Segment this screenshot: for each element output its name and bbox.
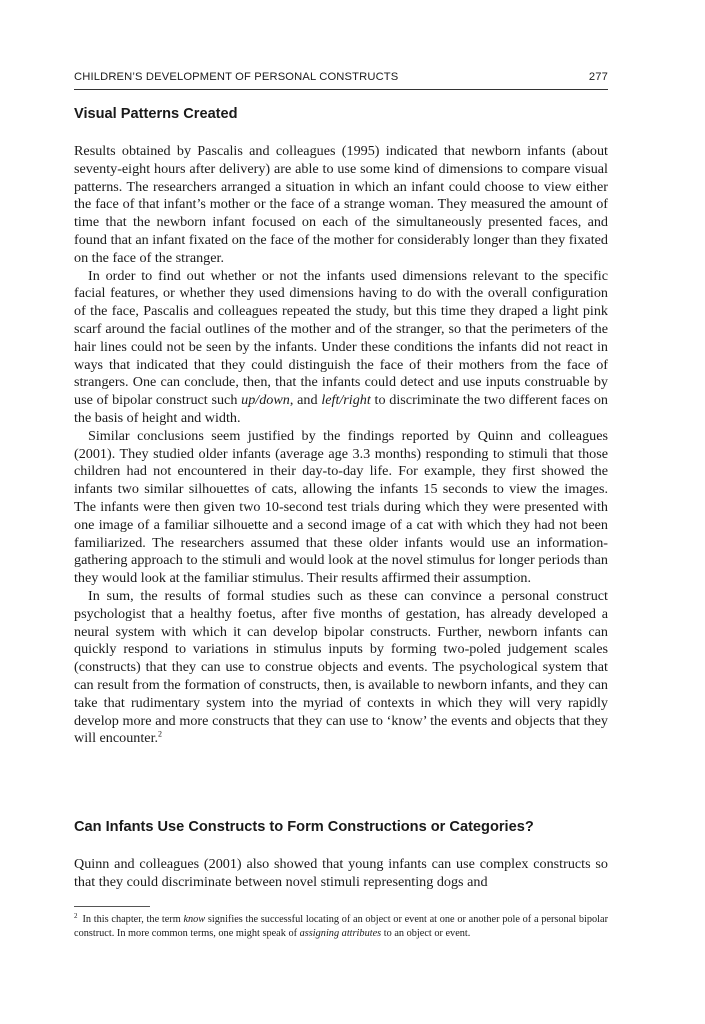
footnote-reference[interactable]: 2 xyxy=(158,729,163,739)
paragraph-4 xyxy=(74,588,608,748)
footnote-divider xyxy=(74,906,150,907)
paragraph-2 xyxy=(74,268,608,428)
paragraph-4-text: In sum, the results of formal studies such as these can convince a personal construct psychologist that a healthy foetus, after five months of gestation, has already developed a neural system with which it can develop bipolar constructs. Further, newborn infants can quickly respond to variations in stimulus inputs by forming two-poled judgement scales (constructs) that they can use to construe objects and events. The psychological system that can result from the formation of constructs, then, is available to newborn infants, and they can take that rudimentary system into the myriad of contexts in which they will very rapidly develop more and more constructs that they can use to ‘know’ the events and objects that they will encounter. xyxy=(74,587,608,747)
paragraph-2-text-b: , and xyxy=(289,392,322,409)
paragraph-2-text-c: to discriminate the two different faces on the basis of height and width. xyxy=(74,392,608,426)
paragraph-5: Quinn and colleagues (2001) also showed that young infants can use complex constructs so that they could discriminate between novel stimuli representing dogs and xyxy=(74,856,608,890)
paragraph-1: Results obtained by Pascalis and colleagues (1995) indicated that newborn infants (about seventy-eight hours after delivery) are able to use some kind of dimensions to compare visual patterns. The researchers arranged a situation in which an infant could choose to view either the face of that infant’s mother or the face of a strange woman. They measured the amount of time that the newborn infant focused on each of the simultaneously presented faces, and found that an infant fixated on the face of the mother for considerably longer than they fixated on the face of the stranger. xyxy=(74,143,608,266)
footnote xyxy=(74,913,608,940)
emphasis-up-down: up/down xyxy=(241,392,290,409)
paragraph-2-text-a: In order to find out whether or not the infants used dimensions relevant to the specific facial features, or whether they used dimensions having to do with the overall configuration of the face, Pascalis and colleagues repeated the study, but this time they draped a light pink scarf around the facial outlines of the mother and of the stranger, so that the perimeters of the hair lines could not be seen by the infants. Under these conditions the infants did not react in ways that indicated that they could distinguish the face of their mothers from the face of strangers. One can conclude, then, that the infants could detect and use inputs construable by use of bipolar construct such xyxy=(74,267,608,409)
footnote-text-b: signifies the successful locating of an object or event at one or another pole of a personal bipolar construct. In more common terms, one might speak of xyxy=(74,914,608,939)
footnote-emphasis-assigning-attributes: assigning attributes xyxy=(299,927,382,939)
paragraph-3: Similar conclusions seem justified by the findings reported by Quinn and colleagues (2001). They studied older infants (average age 3.3 months) responding to stimuli that those children had not encountered in their day-to-day life. For example, they first showed the infants two similar silhouettes of cats, allowing the infants 15 seconds to view the images. The infants were then given two 10-second test trials during which they were presented with one image of a familiar silhouette and a second image of a cat with which they had not been familiarized. The researchers assumed that these older infants would use an information-gathering approach to the stimuli and would look at the novel stimulus for longer periods than they would look at the familiar stimulus. Their results affirmed their assumption. xyxy=(74,427,608,587)
running-header xyxy=(74,69,608,90)
page-number: 277 xyxy=(588,71,608,83)
section-heading-visual-patterns: Visual Patterns Created xyxy=(74,106,238,122)
section-heading-infants-constructs: Can Infants Use Constructs to Form Constructions or Categories? xyxy=(74,819,534,835)
section-body-visual-patterns xyxy=(74,143,608,748)
footnote-text-c: to an object or event. xyxy=(381,927,471,939)
footnote-emphasis-know: know xyxy=(183,914,206,925)
footnote-mark: 2 xyxy=(74,911,78,920)
running-title: CHILDREN’S DEVELOPMENT OF PERSONAL CONSTRUCTS xyxy=(74,71,399,83)
emphasis-left-right: left/right xyxy=(321,392,371,409)
footnote-text-a: In this chapter, the term xyxy=(82,914,184,925)
section-body-infants-constructs xyxy=(74,856,608,892)
